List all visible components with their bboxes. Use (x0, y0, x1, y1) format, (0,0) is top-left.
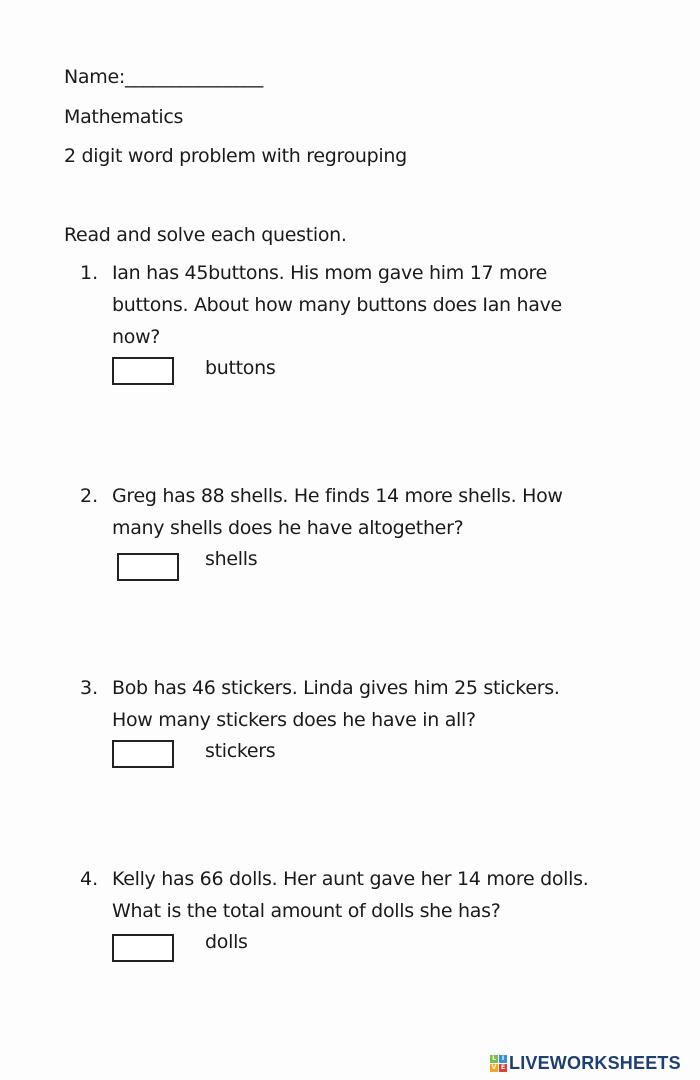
name-label: Name:_______________ (64, 66, 263, 88)
question-text-line: now? (112, 326, 161, 348)
question-text-line: Bob has 46 stickers. Linda gives him 25 stickers. (112, 677, 560, 699)
subject-title: Mathematics (64, 106, 184, 128)
brand-name: LIVEWORKSHEETS (509, 1053, 681, 1073)
liveworksheets-logo (490, 1053, 681, 1074)
question-number: 3. (80, 677, 99, 699)
logo-icon: L I V E (491, 1055, 506, 1071)
instructions: Read and solve each question. (64, 224, 347, 246)
answer-unit: dolls (205, 931, 248, 953)
answer-input-1[interactable] (112, 357, 174, 385)
question-text-line: What is the total amount of dolls she has? (112, 900, 501, 922)
question-text-line: Greg has 88 shells. He finds 14 more shells. How (112, 485, 563, 507)
answer-unit: buttons (205, 357, 276, 379)
answer-input-3[interactable] (112, 740, 174, 768)
question-number: 2. (80, 485, 99, 507)
question-number: 4. (80, 868, 99, 890)
question-text-line: Ian has 45buttons. His mom gave him 17 more (112, 262, 548, 284)
answer-unit: stickers (205, 740, 276, 762)
answer-unit: shells (205, 548, 258, 570)
question-text-line: buttons. About how many buttons does Ian have (112, 294, 562, 316)
question-text-line: many shells does he have altogether? (112, 517, 464, 539)
question-text-line: Kelly has 66 dolls. Her aunt gave her 14 more dolls. (112, 868, 589, 890)
topic-title: 2 digit word problem with regrouping (64, 145, 407, 167)
question-text-line: How many stickers does he have in all? (112, 709, 476, 731)
question-number: 1. (80, 262, 99, 284)
answer-input-4[interactable] (112, 934, 174, 962)
answer-input-2[interactable] (117, 553, 179, 581)
